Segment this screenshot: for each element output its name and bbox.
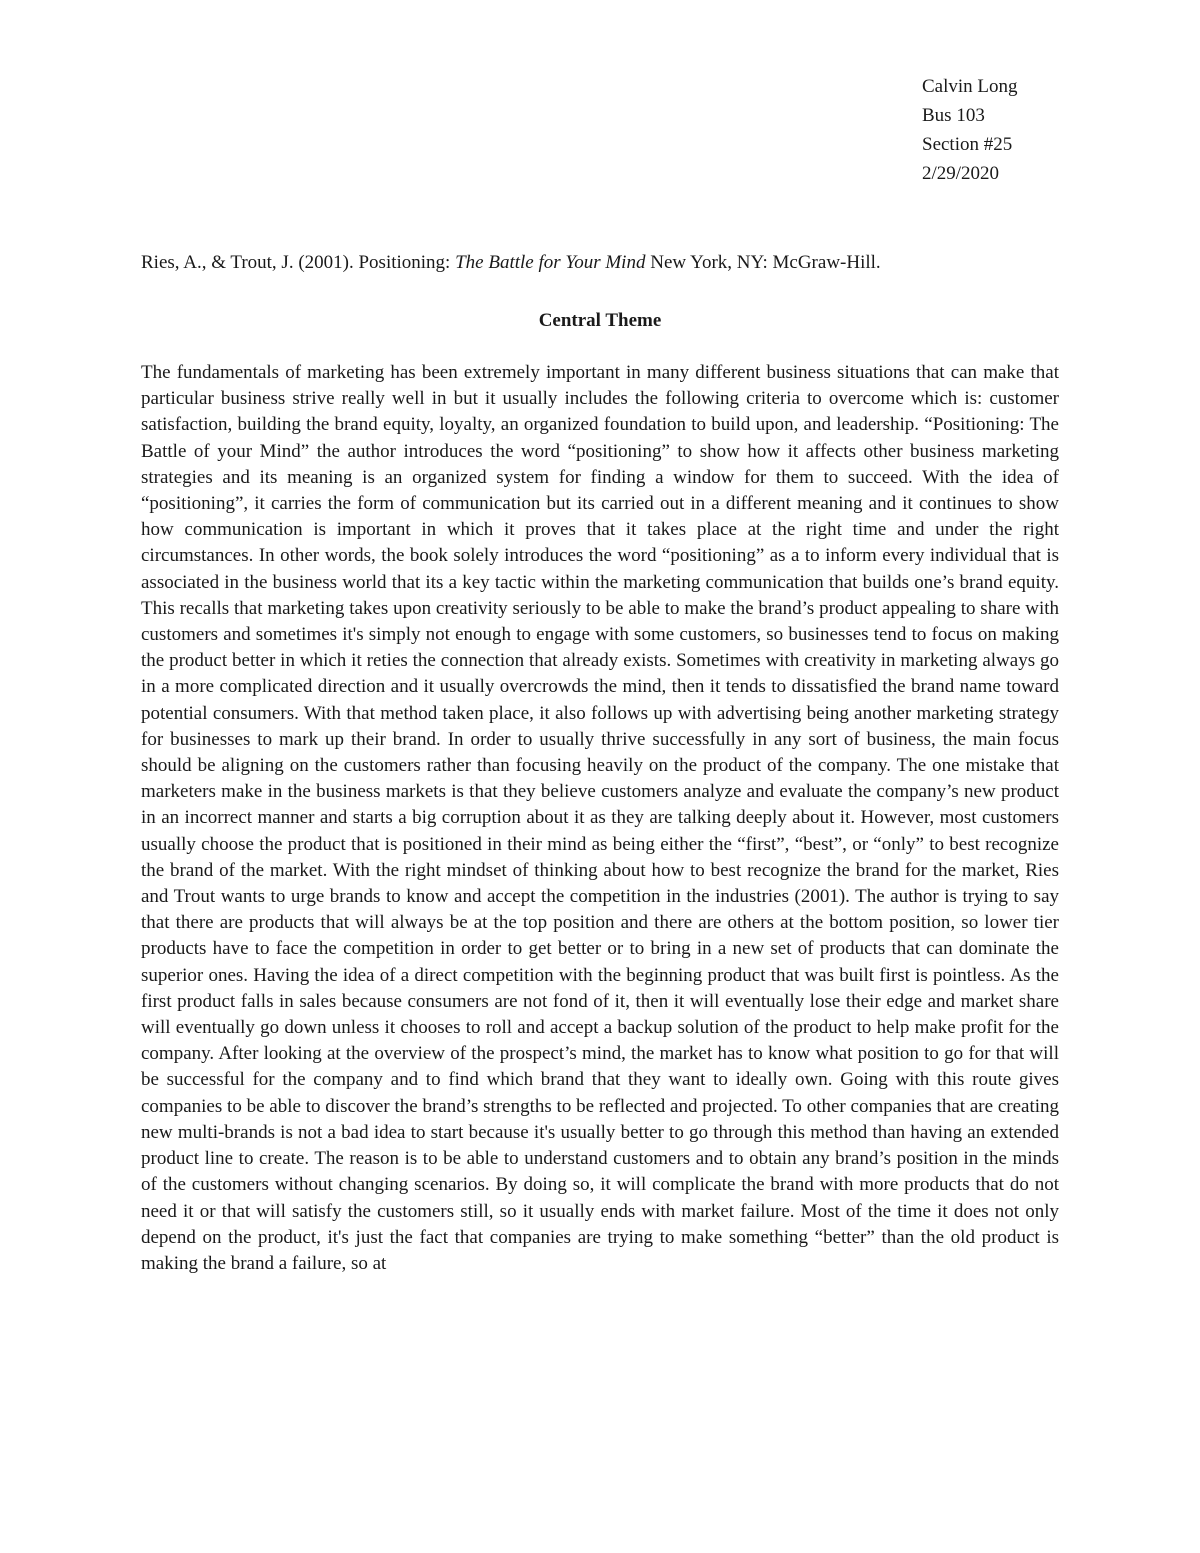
body-paragraph: The fundamentals of marketing has been extremely important in many different business situations that can make that particular business strive really well in but it usually includes the following criteria to overcome which is: customer satisfaction, building the brand equity, loyalty, an organized foundation to build upon, and leadership. “Positioning: The Battle of your Mind” the author introduces the word “positioning” to show how it affects other business marketing strategies and its meaning is an organized system for finding a window for them to succeed. With the idea of “positioning”, it carries the form of communication but its carried out in a different meaning and it continues to show how communication is important in which it proves that it takes place at the right time and under the right circumstances. In other words, the book solely introduces the word “positioning” as a to inform every individual that is associated in the business world that its a key tactic within the marketing communication that builds one’s brand equity. This recalls that marketing takes upon creativity seriously to be able to make the brand’s product appealing to share with customers and sometimes it's simply not enough to engage with some customers, so businesses tend to focus on making the product better in which it reties the connection that already exists. Sometimes with creativity in marketing always go in a more complicated direction and it usually overcrowds the mind, then it tends to dissatisfied the brand name toward potential consumers. With that method taken place, it also follows up with advertising being another marketing strategy for businesses to mark up their brand. In order to usually thrive successfully in any sort of business, the main focus should be aligning on the customers rather than focusing heavily on the product of the company. The one mistake that marketers make in the business markets is that they believe customers analyze and evaluate the company’s new product in an incorrect manner and starts a big corruption about it as they are talking deeply about it. However, most customers usually choose the product that is positioned in their mind as being either the “first”, “best”, or “only” to best recognize the brand of the market. With the right mindset of thinking about how to best recognize the brand for the market, Ries and Trout wants to urge brands to know and accept the competition in the industries (2001). The author is trying to say that there are products that will always be at the top position and there are others at the bottom position, so lower tier products have to face the competition in order to get better or to bring in a new set of products that can dominate the superior ones. Having the idea of a direct competition with the beginning product that was built first is pointless. As the first product falls in sales because consumers are not fond of it, then it will eventually lose their edge and market share will eventually go down unless it chooses to roll and accept a backup solution of the product to help make profit for the company. After looking at the overview of the prospect’s mind, the market has to know what position to go for that will be successful for the company and to find which brand that they want to ideally own. Going with this route gives companies to be able to discover the brand’s strengths to be reflected and projected. To other companies that are creating new multi-brands is not a bad idea to start because it's usually better to go through this method than having an extended product line to create. The reason is to be able to understand customers and to obtain any brand’s position in the minds of the customers without changing scenarios. By doing so, it will complicate the brand with more products that do not need it or that will satisfy the customers still, so it usually ends with market failure. Most of the time it does not only depend on the product, it's just the fact that companies are trying to make something “better” than the old product is making the brand a failure, so at (141, 362, 1059, 1274)
section-number: Section #25 (922, 134, 1013, 155)
citation-book-title: The Battle for Your Mind (455, 252, 646, 273)
book-citation (141, 250, 881, 276)
student-name: Calvin Long (922, 76, 1018, 97)
citation-suffix: New York, NY: McGraw-Hill. (645, 252, 881, 273)
section-heading: Central Theme (538, 310, 662, 331)
submission-date: 2/29/2020 (922, 163, 1000, 184)
student-header (922, 72, 1018, 188)
citation-prefix: Ries, A., & Trout, J. (2001). Positioning: (141, 252, 456, 273)
course-code: Bus 103 (922, 105, 985, 126)
